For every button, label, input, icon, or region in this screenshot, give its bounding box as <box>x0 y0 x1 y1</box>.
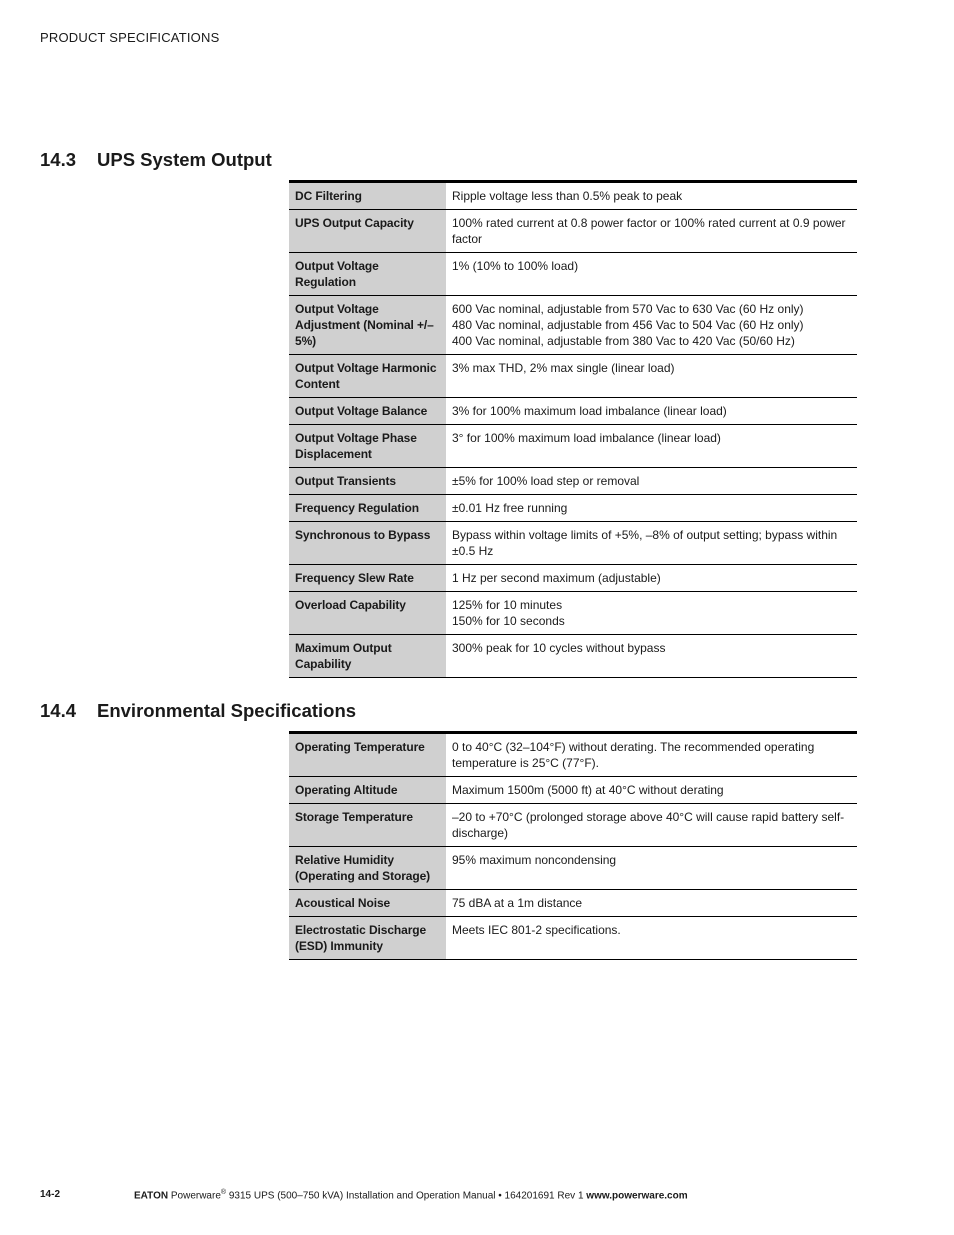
spec-label: Storage Temperature <box>289 804 446 847</box>
spec-label: DC Filtering <box>289 182 446 210</box>
spec-label: Overload Capability <box>289 592 446 635</box>
footer-brand: EATON <box>134 1190 169 1202</box>
spec-value-line: 1% (10% to 100% load) <box>452 259 579 273</box>
spec-value-line: ±0.01 Hz free running <box>452 501 568 515</box>
table-row <box>289 495 857 522</box>
spec-value-line: 600 Vac nominal, adjustable from 570 Vac to 630 Vac (60 Hz only) <box>452 302 804 316</box>
spec-value <box>446 210 857 253</box>
spec-label: Operating Temperature <box>289 733 446 777</box>
spec-value <box>446 296 857 355</box>
table-row <box>289 733 857 777</box>
section-title: Environmental Specifications <box>97 700 357 721</box>
spec-value <box>446 917 857 960</box>
spec-value-line: 3° for 100% maximum load imbalance (linear load) <box>452 431 721 445</box>
spec-value-line: 400 Vac nominal, adjustable from 380 Vac to 420 Vac (50/60 Hz) <box>452 334 795 348</box>
running-head: PRODUCT SPECIFICATIONS <box>40 30 220 45</box>
spec-value <box>446 522 857 565</box>
spec-value-line: 1 Hz per second maximum (adjustable) <box>452 571 661 585</box>
spec-value-line: 100% rated current at 0.8 power factor or 100% rated current at 0.9 power factor <box>452 216 846 246</box>
section-heading-14-3 <box>40 149 272 171</box>
section-number: 14.4 <box>40 700 77 721</box>
table-row <box>289 804 857 847</box>
spec-value-line: 150% for 10 seconds <box>452 614 565 628</box>
spec-value-line: Bypass within voltage limits of +5%, –8% of output setting; bypass within ±0.5 Hz <box>452 528 838 558</box>
spec-value-line: 480 Vac nominal, adjustable from 456 Vac to 504 Vac (60 Hz only) <box>452 318 804 332</box>
spec-value <box>446 398 857 425</box>
spec-label: Operating Altitude <box>289 777 446 804</box>
spec-value <box>446 592 857 635</box>
spec-value-line: ±5% for 100% load step or removal <box>452 474 640 488</box>
spec-value-line: Maximum 1500m (5000 ft) at 40°C without derating <box>452 783 724 797</box>
page-number: 14-2 <box>40 1189 61 1200</box>
footer-product: Powerware <box>170 1190 221 1202</box>
spec-value <box>446 804 857 847</box>
table-row <box>289 253 857 296</box>
environmental-specifications-table <box>289 731 857 960</box>
spec-value <box>446 777 857 804</box>
spec-label: Maximum Output Capability <box>289 635 446 678</box>
section-number: 14.3 <box>40 149 77 170</box>
spec-label: Synchronous to Bypass <box>289 522 446 565</box>
spec-value <box>446 468 857 495</box>
spec-label: Output Transients <box>289 468 446 495</box>
spec-label: Output Voltage Regulation <box>289 253 446 296</box>
section-title: UPS System Output <box>97 149 272 170</box>
registered-mark: ® <box>220 1189 227 1196</box>
spec-value-line: –20 to +70°C (prolonged storage above 40°C will cause rapid battery self-discharge) <box>452 810 845 840</box>
table-row <box>289 425 857 468</box>
spec-label: UPS Output Capacity <box>289 210 446 253</box>
table-row <box>289 635 857 678</box>
spec-value <box>446 425 857 468</box>
spec-value <box>446 890 857 917</box>
spec-value <box>446 355 857 398</box>
spec-value <box>446 495 857 522</box>
table-row <box>289 847 857 890</box>
table-row <box>289 355 857 398</box>
table-row <box>289 182 857 210</box>
ups-system-output-table <box>289 180 857 678</box>
table-row <box>289 296 857 355</box>
footer-text <box>134 1189 688 1201</box>
spec-label: Output Voltage Balance <box>289 398 446 425</box>
spec-value-line: 125% for 10 minutes <box>452 598 563 612</box>
spec-value-line: 3% max THD, 2% max single (linear load) <box>452 361 675 375</box>
spec-value-line: Meets IEC 801-2 specifications. <box>452 923 621 937</box>
table-row <box>289 468 857 495</box>
spec-value-line: 0 to 40°C (32–104°F) without derating. The recommended operating temperature is 25°C (77°F). <box>452 740 815 770</box>
spec-value-line: 300% peak for 10 cycles without bypass <box>452 641 666 655</box>
spec-value-line: 75 dBA at a 1m distance <box>452 896 583 910</box>
spec-label: Frequency Regulation <box>289 495 446 522</box>
spec-value-line: Ripple voltage less than 0.5% peak to peak <box>452 189 683 203</box>
table-row <box>289 210 857 253</box>
spec-value <box>446 565 857 592</box>
spec-value <box>446 733 857 777</box>
table-row <box>289 565 857 592</box>
table-row <box>289 398 857 425</box>
spec-value <box>446 182 857 210</box>
table-row <box>289 890 857 917</box>
table-row <box>289 522 857 565</box>
spec-value <box>446 253 857 296</box>
spec-label: Relative Humidity (Operating and Storage) <box>289 847 446 890</box>
section-heading-14-4 <box>40 700 356 722</box>
spec-value-line: 95% maximum noncondensing <box>452 853 617 867</box>
spec-label: Acoustical Noise <box>289 890 446 917</box>
spec-label: Output Voltage Adjustment (Nominal +/–5%) <box>289 296 446 355</box>
spec-value <box>446 635 857 678</box>
spec-label: Output Voltage Phase Displacement <box>289 425 446 468</box>
footer-manual-title: 9315 UPS (500–750 kVA) Installation and Operation Manual • 164201691 Rev 1 <box>226 1190 587 1202</box>
spec-label: Output Voltage Harmonic Content <box>289 355 446 398</box>
spec-value-line: 3% for 100% maximum load imbalance (linear load) <box>452 404 727 418</box>
footer-url: www.powerware.com <box>586 1190 688 1202</box>
table-row <box>289 777 857 804</box>
spec-label: Frequency Slew Rate <box>289 565 446 592</box>
table-row <box>289 917 857 960</box>
spec-label: Electrostatic Discharge (ESD) Immunity <box>289 917 446 960</box>
spec-value <box>446 847 857 890</box>
table-row <box>289 592 857 635</box>
